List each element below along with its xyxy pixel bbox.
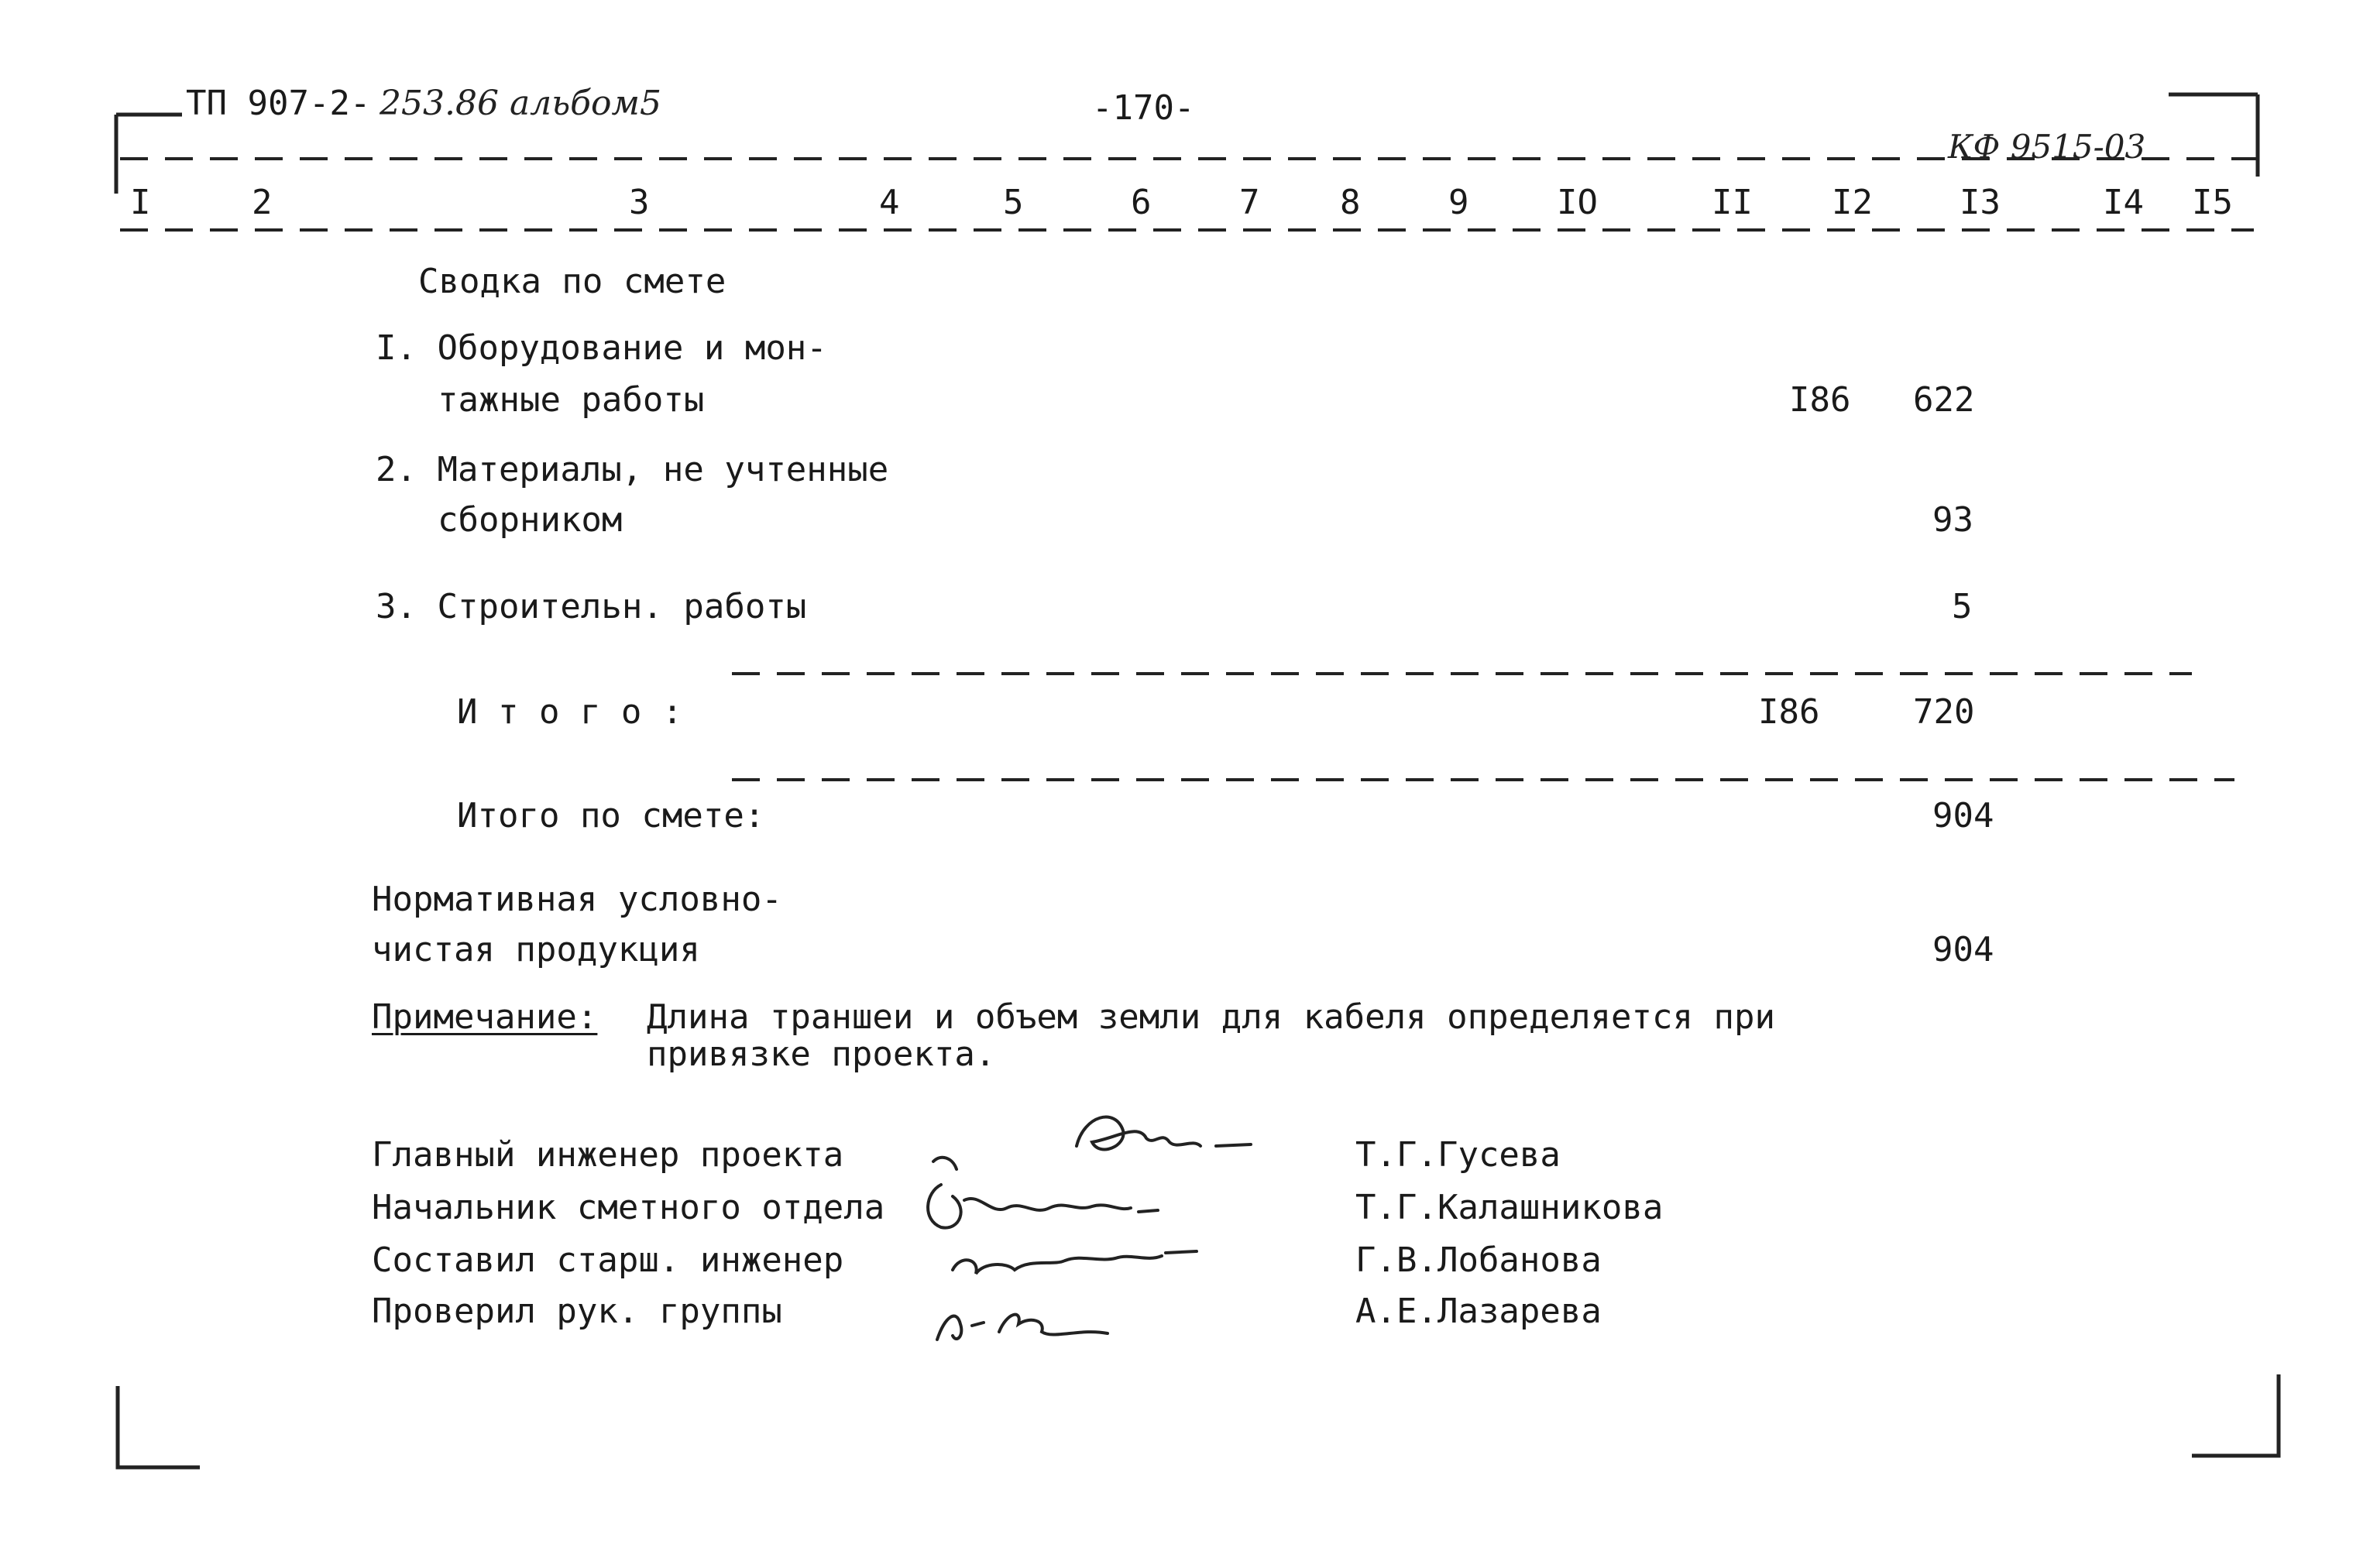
note-label: Примечание: (372, 997, 598, 1037)
column-number: I (130, 183, 151, 222)
column-number: 6 (1131, 183, 1152, 222)
column-number: II (1712, 183, 1753, 222)
subtotal-col13: 720 (1913, 692, 1975, 732)
item-1-col13: 622 (1913, 380, 1975, 420)
total-label: Итого по смете: (457, 796, 765, 835)
column-number: 4 (879, 183, 900, 222)
signature-name: Т.Г.Калашникова (1355, 1188, 1664, 1227)
subtotal-col12: I86 (1758, 692, 1820, 732)
document-code-handwritten: 253.86 альбом5 (380, 84, 661, 123)
item-3-line1: 3. Строительн. работы (376, 587, 807, 626)
summary-title: Сводка по смете (418, 262, 726, 301)
column-number: 2 (252, 183, 273, 222)
signature-role: Составил старш. инженер (372, 1240, 844, 1280)
column-number: 7 (1239, 183, 1260, 222)
item-2-col13: 93 (1932, 500, 1973, 540)
item-2-line2: сборником (438, 500, 623, 540)
column-number: I4 (2103, 183, 2144, 222)
normative-line1: Нормативная условно- (372, 880, 782, 919)
column-number: I2 (1832, 183, 1873, 222)
subtotal-label: И т о г о : (457, 692, 683, 732)
signature-role: Главный инженер проекта (372, 1135, 844, 1175)
signature-name: Т.Г.Гусева (1355, 1135, 1561, 1175)
column-number: I3 (1960, 183, 2001, 222)
normative-line2: чистая продукция (372, 930, 700, 969)
page-number: -170- (1092, 88, 1195, 128)
item-1-line1: I. Оборудование и мон- (376, 328, 827, 368)
total-value: 904 (1932, 796, 1994, 835)
item-1-line2: тажные работы (438, 380, 705, 420)
column-number: 8 (1340, 183, 1361, 222)
note-line2: привязке проекта. (647, 1034, 996, 1074)
signature-role: Начальник сметного отдела (372, 1188, 885, 1227)
signature-name: А.Е.Лазарева (1355, 1292, 1602, 1331)
column-number: IO (1557, 183, 1598, 222)
item-3-col13: 5 (1952, 587, 1973, 626)
signature-name: Г.В.Лобанова (1355, 1240, 1602, 1280)
item-1-col12: I86 (1789, 380, 1851, 420)
column-number: I5 (2192, 183, 2233, 222)
item-2-line1: 2. Материалы, не учтенные (376, 450, 889, 489)
column-number: 3 (629, 183, 650, 222)
column-number: 9 (1448, 183, 1469, 222)
normative-value: 904 (1932, 930, 1994, 969)
column-number: 5 (1003, 183, 1024, 222)
stamp-code: КФ 9515-03 (1948, 128, 2146, 166)
note-line1: Длина траншеи и объем земли для кабеля определяется при (647, 997, 1775, 1037)
signature-role: Проверил рук. группы (372, 1292, 782, 1331)
document-code: ТП 907-2- (186, 84, 371, 123)
